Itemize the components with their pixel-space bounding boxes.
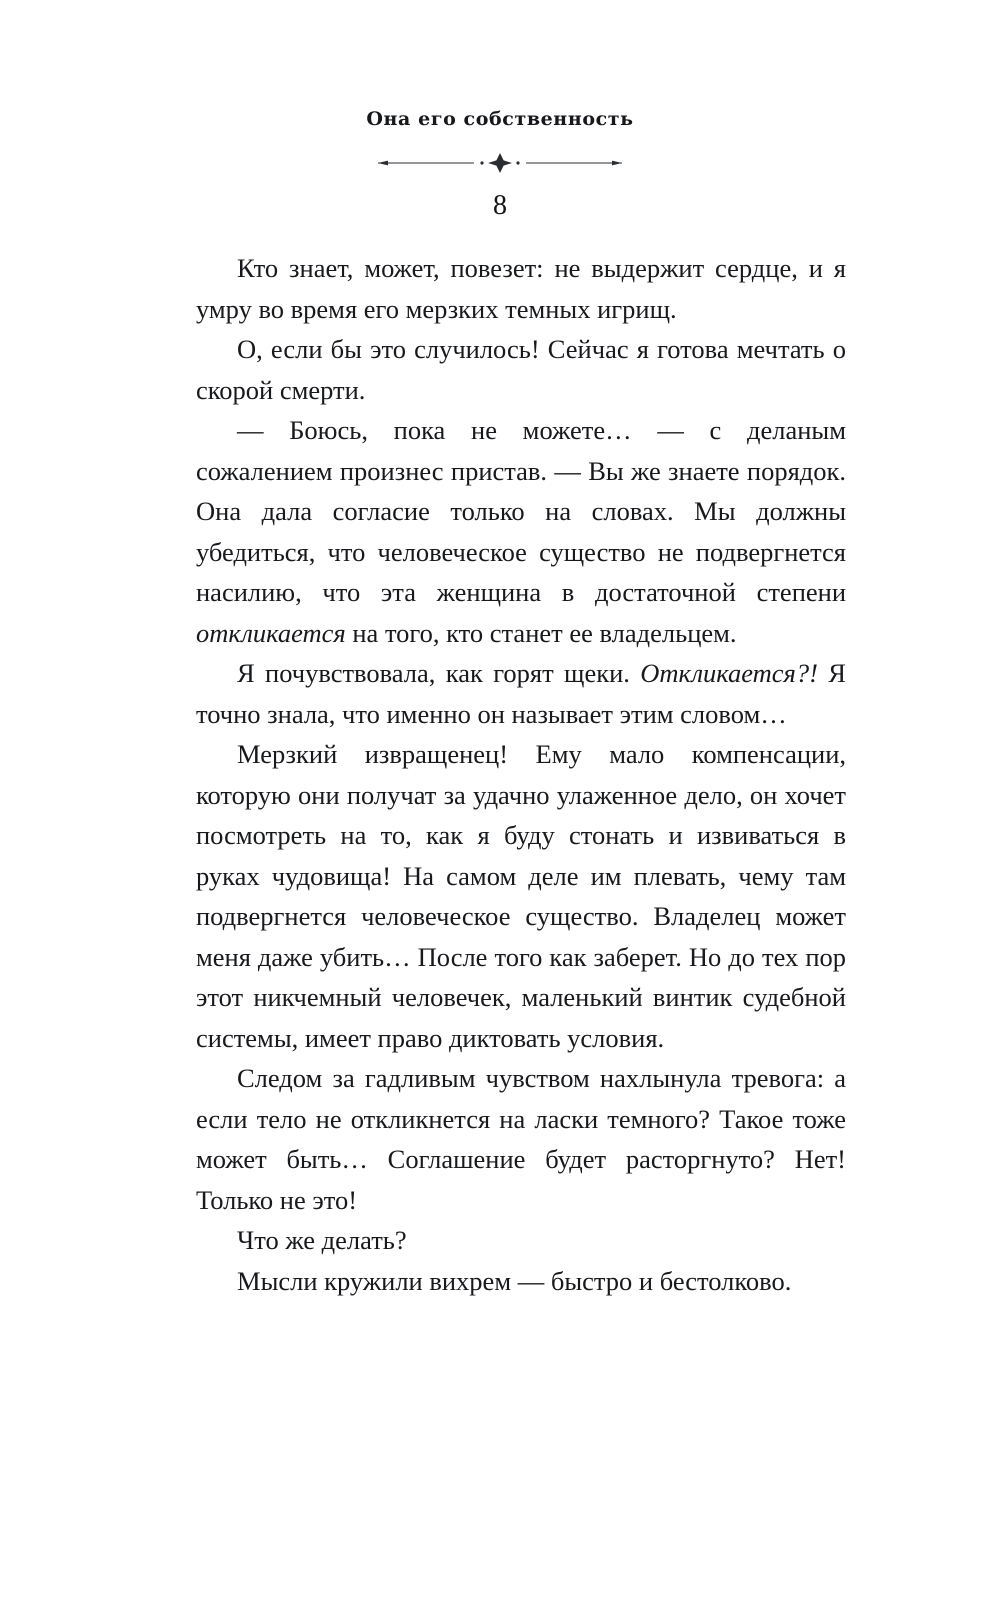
paragraph: О, если бы это случилось! Сейчас я готова мечтать о скорой смерти. <box>196 334 846 405</box>
paragraph: Кто знает, может, повезет: не выдержит сердце, и я умру во время его мерзких темных игрищ. <box>196 253 846 324</box>
paragraph: Следом за гадливым чувством нахлынула тревога: а если тело не откликнется на ласки темного? Такое тоже может быть… Соглашение будет расторгнуто? Нет! Только не это! <box>196 1063 846 1215</box>
paragraph: Мысли кружили вихрем — быстро и бестолково. <box>237 1265 792 1296</box>
paragraph: Что же делать? <box>237 1225 407 1255</box>
body-text <box>196 248 846 1301</box>
emphasis-word: откликается <box>196 617 346 648</box>
paragraph: Мерзкий извращенец! Ему мало компенсации, которую они получат за удачно улаженное дело, он хочет посмотреть на то, как я буду стонать и извиваться в руках чудовища! На самом деле им плевать, чему там подвергнется человеческое существо. Владелец может меня даже убить… После того как заберет. Но до тех пор этот никчемный человечек, маленький винтик судебной системы, имеет право диктовать условия. <box>196 739 846 1053</box>
paragraph: Я почувствовала, как горят щеки. Откликается?! Я точно знала, что именно он называет этим словом… <box>196 658 846 729</box>
chapter-number: 8 <box>493 190 507 221</box>
emphasis-word: Откликается?! <box>640 658 818 688</box>
running-head: Она его собственность <box>366 108 634 130</box>
paragraph: — Боюсь, пока не можете… — с деланым сожалением произнес пристав. — Вы же знаете порядок. Она дала согласие только на словах. Мы должны убедиться, что человеческое существо не подвергнется насилию, что эта женщина в достаточной степени откликается на того, кто станет ее владельцем. <box>196 415 846 648</box>
star-divider-icon <box>0 148 1000 178</box>
